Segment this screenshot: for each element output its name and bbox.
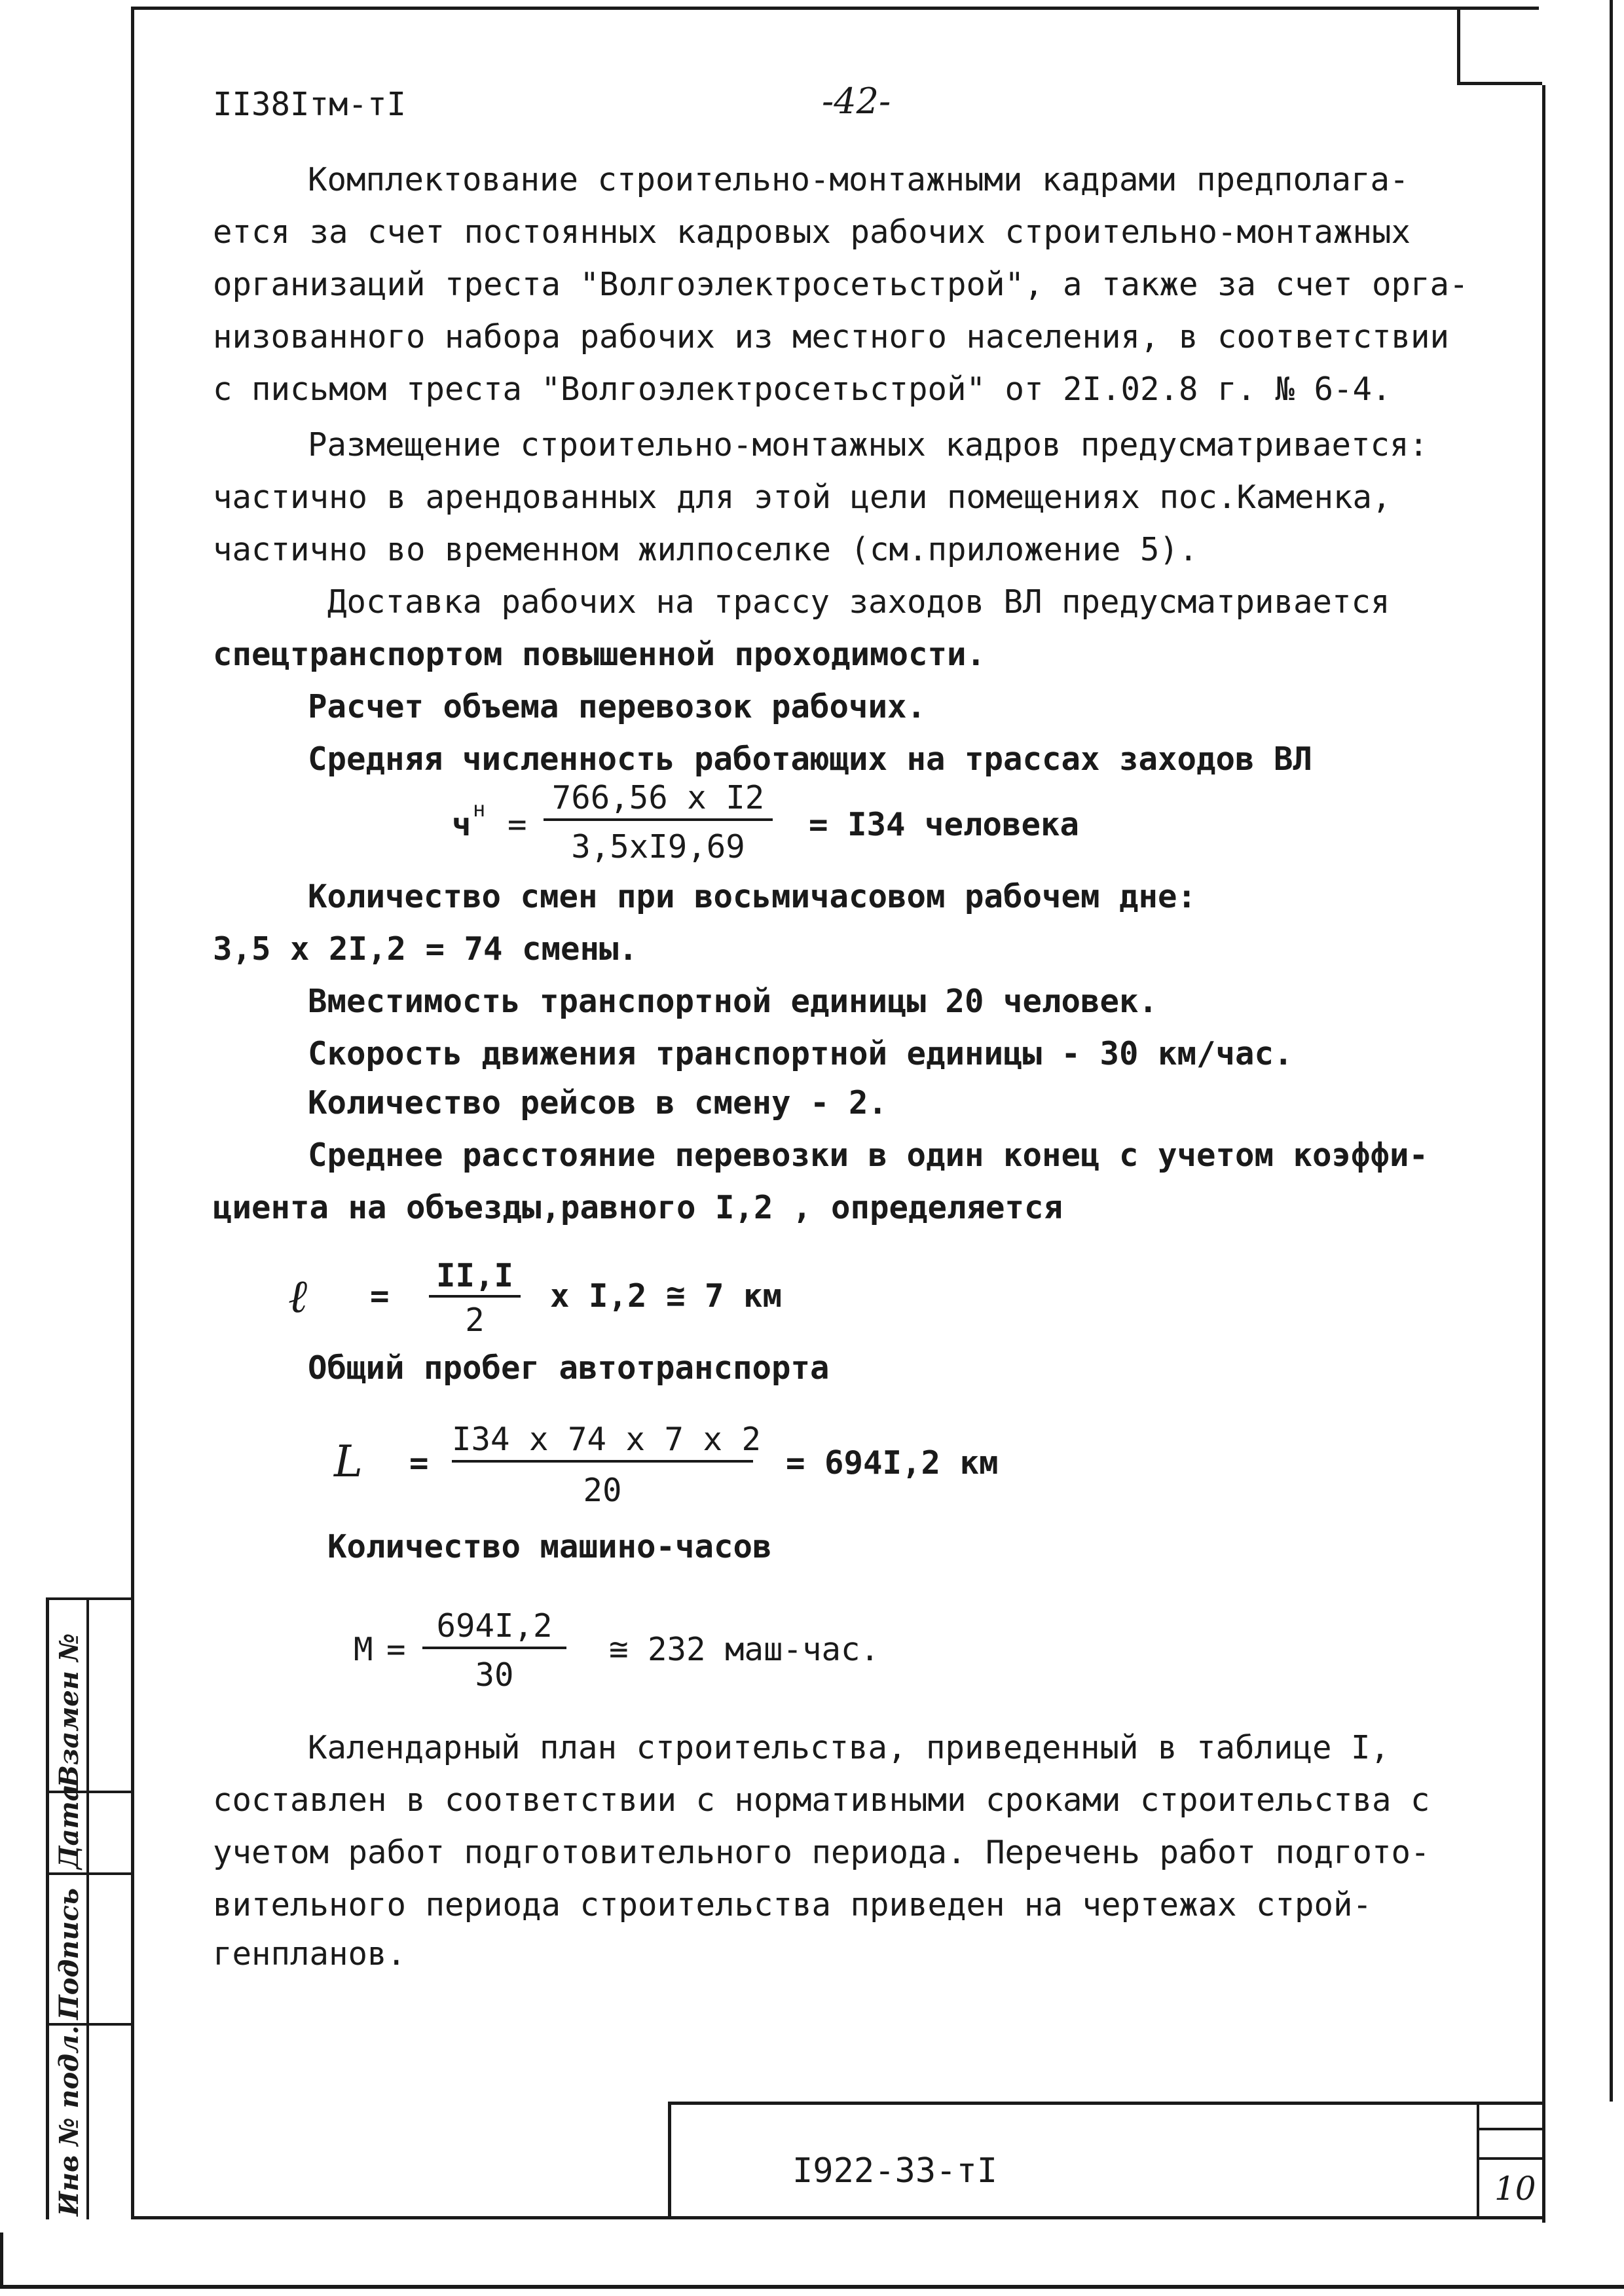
p13-line-1: Календарный план строительства, приведенный в таблице I, <box>308 1729 1390 1766</box>
stamp-label-replaced: Взамен № <box>54 1633 84 1787</box>
stamp-label-signature: Подпись <box>54 1887 84 2020</box>
f1-eq: = <box>507 806 527 843</box>
frame-top <box>131 7 1539 10</box>
p2-line-1: Размещение строительно-монтажных кадров предусматривается: <box>308 426 1429 464</box>
formula-distance <box>288 1244 812 1342</box>
p6-line-2: 3,5 х 2I,2 = 74 смены. <box>213 930 638 968</box>
title-block-doc-number: I922-33-тI <box>792 2151 998 2191</box>
p1-line-1: Комплектование строительно-монтажными кадрами предполага- <box>308 161 1409 198</box>
f2-result: х I,2 ≅ 7 км <box>550 1277 783 1315</box>
p2-line-3: частично во временном жилпоселке (см.приложение 5). <box>213 531 1198 568</box>
page-number: -42- <box>822 81 891 122</box>
p1-line-4: низованного набора рабочих из местного населения, в соответствии <box>213 318 1450 355</box>
p3-line-2: спецтранспортом повышенной проходимости. <box>213 636 986 673</box>
p8: Скорость движения транспортной единицы - 30 км/час. <box>308 1035 1293 1072</box>
scan-edge-bottom <box>0 2285 1624 2289</box>
f3-bar <box>452 1460 753 1463</box>
p13-line-5: генпланов. <box>213 1935 407 1973</box>
corner-mark-h <box>1457 82 1542 85</box>
p3-line-1: Доставка рабочих на трассу заходов ВЛ предусматривается <box>327 583 1390 621</box>
title-block <box>668 2102 1545 2219</box>
f3-lhs: L <box>334 1436 363 1487</box>
f1-sup: н <box>473 797 486 822</box>
p1-line-2: ется за счет постоянных кадровых рабочих строительно-монтажных <box>213 213 1411 251</box>
p1-line-3: организаций треста "Волгоэлектросетьстрой", а также за счет орга- <box>213 266 1469 303</box>
formula-machine-hours <box>354 1604 943 1702</box>
p7: Вместимость транспортной единицы 20 человек. <box>308 983 1158 1020</box>
p5: Средняя численность работающих на трассах заходов ВЛ <box>308 740 1313 778</box>
f4-denominator: 30 <box>475 1656 514 1694</box>
f4-result: ≅ 232 маш-час. <box>609 1631 880 1668</box>
scan-edge-left <box>0 2232 3 2285</box>
stamp-label-inv: Инв № подл. <box>54 2025 84 2216</box>
scan-edge-right <box>1610 0 1613 2102</box>
f1-lhs: ч <box>452 806 471 843</box>
f1-numerator: 766,56 х I2 <box>551 779 765 816</box>
f1-denominator: 3,5хI9,69 <box>571 828 745 866</box>
f1-bar <box>544 818 773 821</box>
p2-line-2: частично в арендованных для этой цели помещениях пос.Каменка, <box>213 479 1392 516</box>
f4-bar <box>422 1647 566 1649</box>
p13-line-3: учетом работ подготовительного периода. Перечень работ подгото- <box>213 1834 1430 1871</box>
f2-numerator: II,I <box>435 1257 513 1294</box>
p1-line-5: с письмом треста "Волгоэлектросетьстрой" от 2I.02.8 г. № 6-4. <box>213 371 1392 408</box>
f3-eq: = <box>409 1444 429 1482</box>
frame-right <box>1542 85 1545 2223</box>
formula-workers <box>452 779 1107 877</box>
side-stamp <box>46 1597 131 2219</box>
p11: Общий пробег автотранспорта <box>308 1349 830 1387</box>
f4-numerator: 694I,2 <box>436 1607 553 1645</box>
f2-lhs: ℓ <box>288 1269 308 1323</box>
p10-line-2: циента на объезды,равного I,2 , определяется <box>213 1189 1063 1226</box>
f3-numerator: I34 х 74 х 7 х 2 <box>452 1421 762 1458</box>
p13-line-4: вительного периода строительства приведен на чертежах строй- <box>213 1886 1373 1923</box>
corner-mark-v <box>1457 7 1460 85</box>
f1-result: = I34 человека <box>809 806 1080 843</box>
p4: Расчет объема перевозок рабочих. <box>308 688 927 725</box>
stamp-label-date: Дата <box>54 1784 84 1869</box>
p10-line-1: Среднее расстояние перевозки в один конец с учетом коэффи- <box>308 1137 1429 1174</box>
title-block-sheet: 10 <box>1494 2170 1536 2208</box>
f2-bar <box>429 1295 521 1298</box>
f3-denominator: 20 <box>583 1472 622 1509</box>
formula-mileage <box>334 1414 1054 1512</box>
f4-eq: = <box>386 1631 406 1668</box>
f2-denominator: 2 <box>465 1302 485 1339</box>
f2-eq: = <box>370 1277 390 1315</box>
p6-line-1: Количество смен при восьмичасовом рабочем дне: <box>308 878 1197 915</box>
p13-line-2: составлен в соответствии с нормативными сроками строительства с <box>213 1781 1430 1819</box>
p9: Количество рейсов в смену - 2. <box>308 1084 888 1121</box>
f4-lhs: М <box>354 1631 373 1668</box>
p12: Количество машино-часов <box>327 1528 772 1565</box>
doc-code: II38Iтм-тI <box>213 86 407 123</box>
frame-left <box>131 7 134 2219</box>
f3-result: = 694I,2 км <box>786 1444 999 1482</box>
